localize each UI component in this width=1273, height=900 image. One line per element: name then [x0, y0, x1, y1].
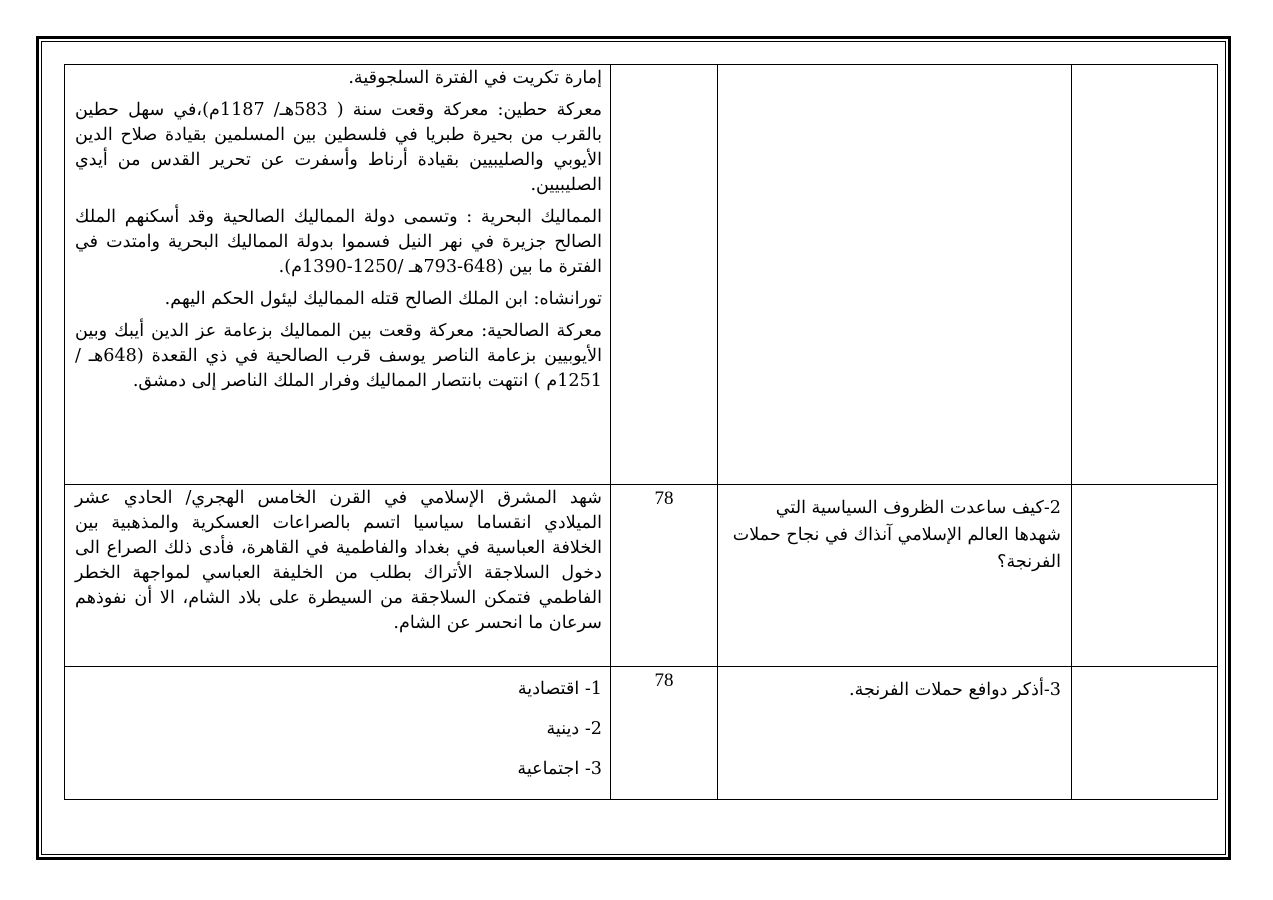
- answer-paragraph: معركة الصالحية: معركة وقعت بين المماليك بزعامة عز الدين أيبك وبين الأيوبيين بزعامة الناصر يوسف قرب الصالحية في ذي القعدة (648هـ / 1251م ) انتهت بانتصار المماليك وفرار الملك الناصر إلى دمشق.: [75, 321, 603, 391]
- blank-cell: [1072, 667, 1218, 800]
- answers-table: [64, 64, 1218, 800]
- list-item: 2- دينية: [546, 719, 602, 739]
- answer-cell: [65, 485, 611, 667]
- answer-paragraph: شهد المشرق الإسلامي في القرن الخامس الهجري/ الحادي عشر الميلادي انقساما سياسيا اتسم بالصراعات العسكرية والمذهبية بين الخلافة العباسية في بغداد والفاطمية في القاهرة، فأدى ذلك الصراع الى دخول السلاجقة الأتراك بطلب من الخليفة العباسي لمواجهة الخطر الفاطمي فتمكن السلاجقة من السيطرة على بلاد الشام، الا أن نفوذهم سرعان ما انحسر عن الشام.: [75, 488, 602, 633]
- page-number-cell: 78: [611, 485, 718, 667]
- blank-cell: [1072, 485, 1218, 667]
- page-number-cell: 78: [611, 667, 718, 800]
- page-number-cell: [611, 65, 718, 485]
- question-cell: 2-كيف ساعدت الظروف السياسية التي شهدها العالم الإسلامي آنذاك في نجاح حملات الفرنجة؟: [718, 485, 1072, 667]
- question-cell: [718, 65, 1072, 485]
- list-item: 1- اقتصادية: [517, 679, 602, 699]
- table-row: [65, 485, 1218, 667]
- answer-paragraph: تورانشاه: ابن الملك الصالح قتله المماليك ليئول الحكم اليهم.: [164, 289, 602, 309]
- question-cell: 3-أذكر دوافع حملات الفرنجة.: [718, 667, 1072, 800]
- answer-cell: [65, 667, 611, 800]
- answer-paragraph: معركة حطين: معركة وقعت سنة ( 583هـ/ 1187م)،في سهل حطين بالقرب من بحيرة طبريا في فلسطين بين المسلمين بقيادة صلاح الدين الأيوبي والصليبيين بقيادة أرناط وأسفرت عن تحرير القدس من أيدي الصليبيين.: [75, 100, 603, 195]
- answer-paragraph: المماليك البحرية : وتسمى دولة المماليك الصالحية وقد أسكنهم الملك الصالح جزيرة في نهر النيل فسموا بدولة المماليك البحرية وامتدت في الفترة ما بين (648-793هـ /1250-1390م).: [75, 207, 602, 277]
- table-row: [65, 667, 1218, 800]
- blank-cell: [1072, 65, 1218, 485]
- answer-cell: [65, 65, 611, 485]
- list-item: 3- اجتماعية: [517, 759, 602, 779]
- table-row: [65, 65, 1218, 485]
- answer-paragraph: إمارة تكريت في الفترة السلجوقية.: [348, 68, 602, 88]
